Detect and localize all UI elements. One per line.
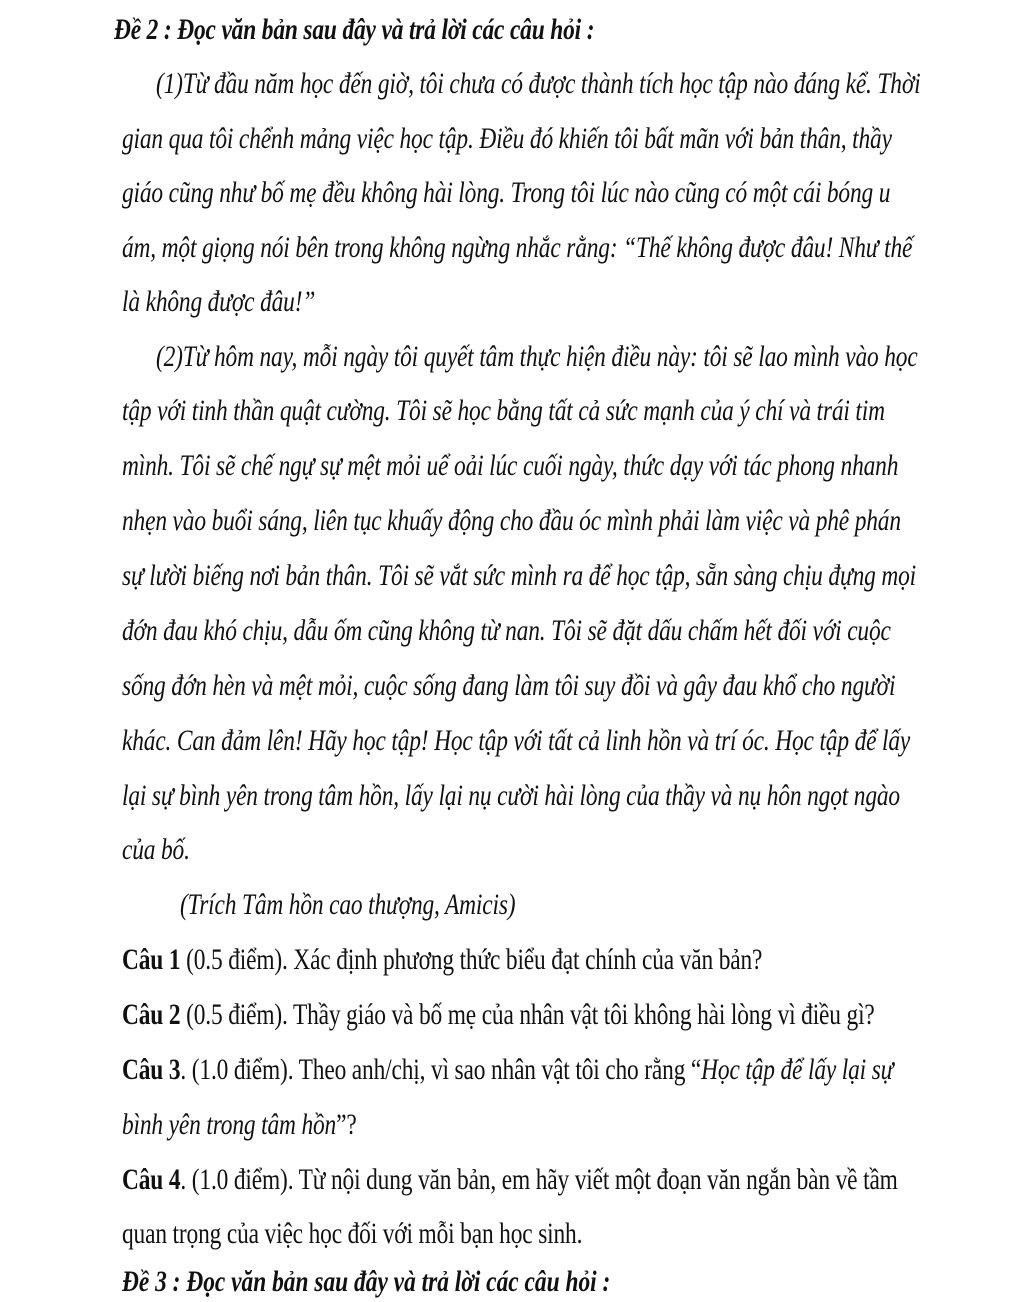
passage-p2-line-7: sống đớn hèn và mệt mỏi, cuộc sống đang làm tôi suy đồi và gây đau khổ cho người <box>122 669 896 702</box>
passage-p2-line-9: lại sự bình yên trong tâm hồn, lấy lại nụ cười hài lòng của thầy và nụ hôn ngọt ngào <box>122 779 900 812</box>
question-2-label: Câu 2 <box>122 998 181 1031</box>
passage-p1-line-4: ám, một giọng nói bên trong không ngừng nhắc rằng: “Thế không được đâu! Như thế <box>122 231 913 264</box>
question-1-text: (0.5 điểm). Xác định phương thức biểu đạt chính của văn bản? <box>180 943 763 976</box>
passage-p1-line-3: giáo cũng như bố mẹ đều không hài lòng. Trong tôi lúc nào cũng có một cái bóng u <box>122 176 891 209</box>
passage-p2-line-6: đớn đau khó chịu, dẫu ốm cũng không từ nan. Tôi sẽ đặt dấu chấm hết đối với cuộc <box>122 614 891 647</box>
passage-p1-line-2: gian qua tôi chểnh mảng việc học tập. Điều đó khiến tôi bất mãn với bản thân, thầy <box>122 122 892 155</box>
question-3-label: Câu 3 <box>122 1053 181 1086</box>
passage-p2-line-3: mình. Tôi sẽ chế ngự sự mệt mỏi uể oải lúc cuối ngày, thức dạy với tác phong nhanh <box>122 449 899 482</box>
passage-p2-line-10: của bố. <box>122 833 190 866</box>
passage-p2-line-4: nhẹn vào buổi sáng, liên tục khuấy động cho đầu óc mình phải làm việc và phê phán <box>122 504 901 537</box>
question-3 <box>122 1050 894 1090</box>
passage-p2-line-8: khác. Can đảm lên! Hãy học tập! Học tập với tất cả linh hồn và trí óc. Học tập để lấy <box>122 724 911 757</box>
passage-p2-line-5: sự lười biếng nơi bản thân. Tôi sẽ vắt sức mình ra để học tập, sẵn sàng chịu đựng mọi <box>122 559 916 592</box>
passage-p1-line-1: (1)Từ đầu năm học đến giờ, tôi chưa có được thành tích học tập nào đáng kể. Thời <box>156 67 921 100</box>
question-3-quote-b: bình yên trong tâm hồn <box>122 1108 337 1141</box>
passage-p2-line-1: (2)Từ hôm nay, mỗi ngày tôi quyết tâm thực hiện điều này: tôi sẽ lao mình vào học <box>156 340 918 373</box>
question-1-label: Câu 1 <box>122 943 181 976</box>
question-3-end: ”? <box>336 1108 357 1141</box>
exam-title: Đề 2 : Đọc văn bản sau đây và trả lời các câu hỏi : <box>114 13 595 46</box>
passage-source: (Trích Tâm hồn cao thượng, Amicis) <box>180 888 516 921</box>
question-2 <box>122 995 875 1035</box>
passage-p2-line-2: tập với tinh thần quật cường. Tôi sẽ học bằng tất cả sức mạnh của ý chí và trái tim <box>122 394 885 427</box>
question-4-label: Câu 4 <box>122 1163 181 1196</box>
question-1 <box>122 940 763 980</box>
question-4-text: . (1.0 điểm). Từ nội dung văn bản, em hãy viết một đoạn văn ngắn bàn về tầm <box>180 1163 898 1196</box>
question-4 <box>122 1160 898 1200</box>
question-4-cont: quan trọng của việc học đối với mỗi bạn học sinh. <box>122 1217 583 1250</box>
question-3-text: . (1.0 điểm). Theo anh/chị, vì sao nhân vật tôi cho rằng “ <box>180 1053 702 1086</box>
question-2-text: (0.5 điểm). Thầy giáo và bố mẹ của nhân vật tôi không hài lòng vì điều gì? <box>180 998 875 1031</box>
question-3-quote-a: Học tập để lấy lại sự <box>701 1053 894 1086</box>
next-exam-title-cut: Đề 3 : Đọc văn bản sau đây và trả lời các câu hỏi : <box>122 1265 611 1298</box>
question-3-cont <box>122 1105 734 1145</box>
passage-p1-line-5: là không được đâu!” <box>122 285 316 318</box>
